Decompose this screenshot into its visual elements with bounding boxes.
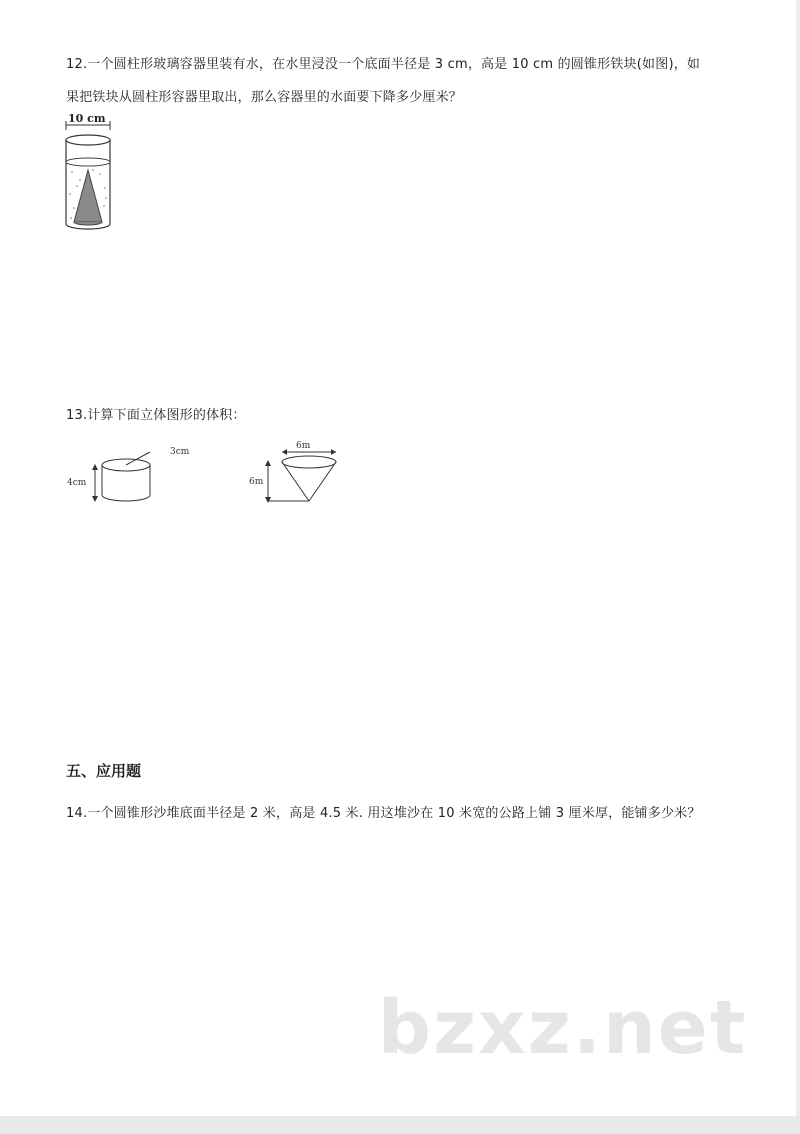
cylinder-radius-label: 3cm — [170, 447, 190, 457]
q13-text: 13.计算下面立体图形的体积： — [66, 408, 246, 423]
q12-line1: 12.一个圆柱形玻璃容器里装有水，在水里浸没一个底面半径是 3 cm，高是 10 cm 的圆锥形铁块(如图)，如 — [66, 57, 701, 72]
q12-line2: 果把铁块从圆柱形容器里取出，那么容器里的水面要下降多少厘米？ — [66, 90, 463, 105]
q12-cylinder-cone-figure — [60, 110, 120, 235]
page-bottom-edge — [0, 1116, 800, 1134]
section-title: 五、应用题 — [66, 762, 142, 780]
q13-cylinder-figure — [62, 440, 202, 510]
watermark-logo: bzxz.net — [378, 985, 748, 1071]
cone-diameter-label: 6m — [296, 441, 311, 451]
q14-text: 14.一个圆锥形沙堆底面半径是 2 米，高是 4.5 米. 用这堆沙在 10 米宽的公路上铺 3 厘米厚，能铺多少米？ — [66, 806, 701, 821]
cylinder-height-label: 4cm — [67, 478, 87, 488]
cone-height-label: 6m — [249, 477, 264, 487]
q13-cone-figure — [244, 436, 344, 508]
q12-width-label: 10 cm — [68, 112, 106, 125]
